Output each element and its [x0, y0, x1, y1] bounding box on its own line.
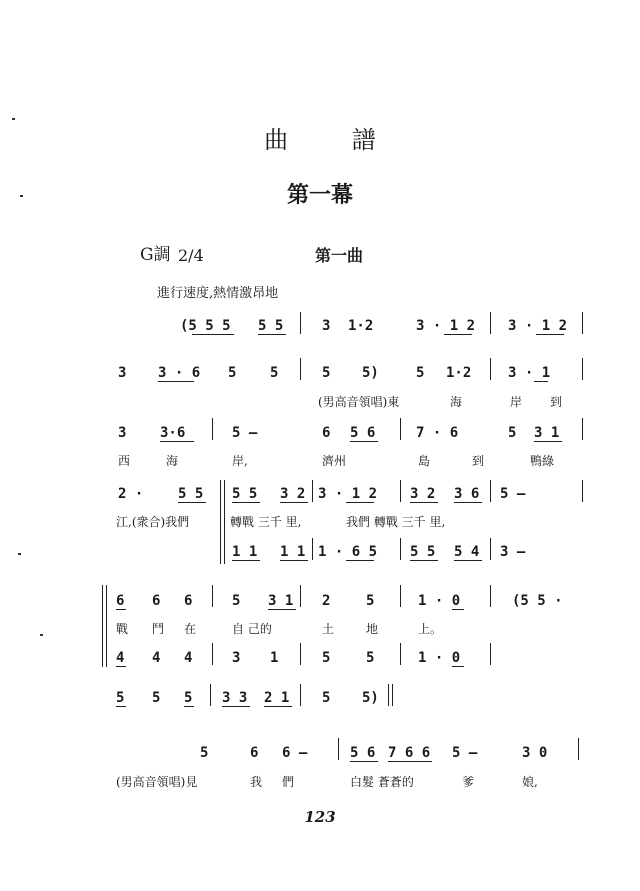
final-bar-line [392, 684, 393, 706]
piece-title: 第一曲 [315, 246, 364, 265]
bar-line [490, 585, 491, 607]
final-bar-line [388, 684, 389, 706]
note-group: 5 [270, 365, 279, 381]
bar-line [582, 480, 583, 502]
note-group: 5 5 [410, 544, 436, 560]
beam-underline [410, 560, 438, 561]
note-group: 1·2 [348, 318, 374, 334]
note-group: 4 [184, 650, 193, 666]
beam-underline [454, 560, 482, 561]
beam-underline [534, 441, 562, 442]
bar-line [212, 643, 213, 665]
note-group: 1 · 6 5 [318, 544, 378, 560]
tempo-marking: 進行速度,熱情激昂地 [157, 286, 279, 301]
note-group: 5 [416, 365, 425, 381]
note-group: 5 [116, 690, 125, 706]
lyric-text: 到 [550, 395, 563, 409]
lyric-text: 轉戰 三千 里, [230, 515, 302, 529]
note-group: 7 · 6 [416, 425, 459, 441]
bar-line [582, 358, 583, 380]
note-group: 1·2 [446, 365, 472, 381]
note-group: 6 — [282, 745, 308, 761]
bar-line [212, 585, 213, 607]
page-title: 曲 譜 [264, 126, 404, 154]
note-group: 3 · 1 2 [318, 486, 378, 502]
bar-line [312, 480, 313, 502]
beam-underline [222, 706, 250, 707]
lyric-text: 我們 轉戰 三千 里, [346, 515, 446, 529]
lyric-text: 海 [166, 454, 179, 468]
note-group: 1 · 0 [418, 593, 461, 609]
beam-underline [192, 334, 234, 335]
note-group: 3 [322, 318, 331, 334]
scan-speck [20, 195, 23, 197]
lyric-text: 鬥 [152, 622, 165, 636]
act-heading: 第一幕 [286, 182, 353, 208]
time-signature: 2/4 [178, 246, 204, 265]
note-group: 3 [232, 650, 241, 666]
bar-line [300, 684, 301, 706]
note-group: 3 — [500, 544, 526, 560]
note-group: 3 1 [268, 593, 294, 609]
scan-speck [18, 553, 21, 555]
note-group: 3 · 1 2 [416, 318, 476, 334]
note-group: 5 5 [232, 486, 258, 502]
beam-underline [346, 502, 374, 503]
note-group: 3 · 1 [508, 365, 551, 381]
note-group: 2 1 [264, 690, 290, 706]
note-group: 5 [322, 650, 331, 666]
note-group: 2 · [118, 486, 144, 502]
bar-line [312, 538, 313, 560]
bar-line [400, 585, 401, 607]
beam-underline [388, 761, 432, 762]
note-group: 4 [152, 650, 161, 666]
bar-line [400, 480, 401, 502]
brace-line [224, 480, 225, 564]
beam-underline [178, 502, 206, 503]
note-group: 4 [116, 650, 125, 666]
beam-underline [536, 334, 564, 335]
bar-line [400, 643, 401, 665]
beam-underline [264, 706, 292, 707]
beam-underline [116, 666, 126, 667]
beam-underline [232, 502, 260, 503]
lyric-text: 岸, [232, 454, 248, 468]
note-group: 6 [184, 593, 193, 609]
note-group: 5) [362, 365, 379, 381]
bar-line [400, 418, 401, 440]
beam-underline [452, 666, 464, 667]
brace-line [106, 585, 107, 667]
note-group: 5 [152, 690, 161, 706]
beam-underline [116, 706, 126, 707]
page-number: 123 [304, 808, 336, 826]
note-group: 5 [322, 365, 331, 381]
note-group: (5 5 · [512, 593, 563, 609]
scan-speck [40, 634, 43, 636]
beam-underline [160, 441, 194, 442]
beam-underline [232, 560, 260, 561]
note-group: 1 1 [280, 544, 306, 560]
beam-underline [346, 560, 374, 561]
scan-speck [12, 118, 15, 120]
note-group: 3 6 [454, 486, 480, 502]
note-group: 5 4 [454, 544, 480, 560]
note-group: 5 5 [178, 486, 204, 502]
note-group: 5 — [232, 425, 258, 441]
lyric-text: 濟州 [322, 454, 347, 468]
lyric-text: 戰 [116, 622, 129, 636]
note-group: 5 5 [258, 318, 284, 334]
lyric-text: 我 [250, 775, 263, 789]
beam-underline [350, 761, 378, 762]
note-group: 3 · 1 2 [508, 318, 568, 334]
key-label: G調 [140, 245, 171, 265]
note-group: 5 — [500, 486, 526, 502]
beam-underline [350, 441, 378, 442]
note-group: 5) [362, 690, 379, 706]
bar-line [490, 312, 491, 334]
note-group: 7 6 6 [388, 745, 431, 761]
beam-underline [410, 502, 438, 503]
lyric-text: 西 [118, 454, 131, 468]
beam-underline [454, 502, 482, 503]
lyric-text: 岸 [510, 395, 523, 409]
beam-underline [258, 334, 286, 335]
beam-underline [116, 609, 126, 610]
beam-underline [268, 609, 296, 610]
note-group: 5 [184, 690, 193, 706]
note-group: 5 [508, 425, 517, 441]
lyric-text: 在 [184, 622, 197, 636]
note-group: 2 [322, 593, 331, 609]
note-group: (5 5 5 [180, 318, 231, 334]
note-group: 3 [118, 365, 127, 381]
lyric-text: 娘, [522, 775, 538, 789]
note-group: 6 [322, 425, 331, 441]
note-group: 3 0 [522, 745, 548, 761]
note-group: 5 [322, 690, 331, 706]
bar-line [578, 738, 579, 760]
bar-line [490, 358, 491, 380]
lyric-text: 江,(衆合)我們 [116, 515, 190, 529]
beam-underline [534, 381, 548, 382]
lyric-text: 島 [418, 454, 431, 468]
bar-line [300, 358, 301, 380]
note-group: 5 — [452, 745, 478, 761]
bar-line [582, 418, 583, 440]
bar-line [212, 418, 213, 440]
lyric-text: 到 [472, 454, 485, 468]
note-group: 1 [270, 650, 279, 666]
beam-underline [444, 334, 472, 335]
note-group: 3 · 6 [158, 365, 201, 381]
note-group: 3 1 [534, 425, 560, 441]
beam-underline [280, 560, 308, 561]
brace-line [102, 585, 103, 667]
note-group: 6 [250, 745, 259, 761]
note-group: 3 2 [280, 486, 306, 502]
lyric-text: 地 [366, 622, 379, 636]
note-group: 5 [200, 745, 209, 761]
note-group: 5 [232, 593, 241, 609]
note-group: 5 6 [350, 425, 376, 441]
bar-line [400, 538, 401, 560]
bar-line [300, 643, 301, 665]
bar-line [338, 738, 339, 760]
lyric-text: 鴨綠 [530, 454, 555, 468]
bar-line [490, 538, 491, 560]
note-group: 6 [152, 593, 161, 609]
note-group: 1 · 0 [418, 650, 461, 666]
note-group: 1 1 [232, 544, 258, 560]
lyric-text: (男高音領唱)見 [116, 775, 198, 789]
note-group: 5 [228, 365, 237, 381]
lyric-text: 自 己的 [232, 622, 272, 636]
brace-line [220, 480, 221, 564]
lyric-text: 土 [322, 622, 335, 636]
lyric-text: (男高音領唱)東 [318, 395, 400, 409]
lyric-text: 們 [282, 775, 295, 789]
beam-underline [158, 381, 194, 382]
lyric-text: 白髮 蒼蒼的 [350, 775, 414, 789]
note-group: 5 [366, 650, 375, 666]
key-signature [140, 240, 204, 265]
note-group: 5 [366, 593, 375, 609]
bar-line [210, 684, 211, 706]
note-group: 3 3 [222, 690, 248, 706]
note-group: 3·6 [160, 425, 186, 441]
beam-underline [280, 502, 308, 503]
note-group: 3 [118, 425, 127, 441]
lyric-text: 爹 [462, 775, 475, 789]
lyric-text: 上。 [418, 622, 443, 636]
beam-underline [184, 706, 194, 707]
bar-line [300, 585, 301, 607]
note-group: 6 [116, 593, 125, 609]
note-group: 5 6 [350, 745, 376, 761]
bar-line [582, 312, 583, 334]
bar-line [490, 643, 491, 665]
bar-line [300, 312, 301, 334]
beam-underline [452, 609, 464, 610]
lyric-text: 海 [450, 395, 463, 409]
note-group: 3 2 [410, 486, 436, 502]
bar-line [490, 480, 491, 502]
